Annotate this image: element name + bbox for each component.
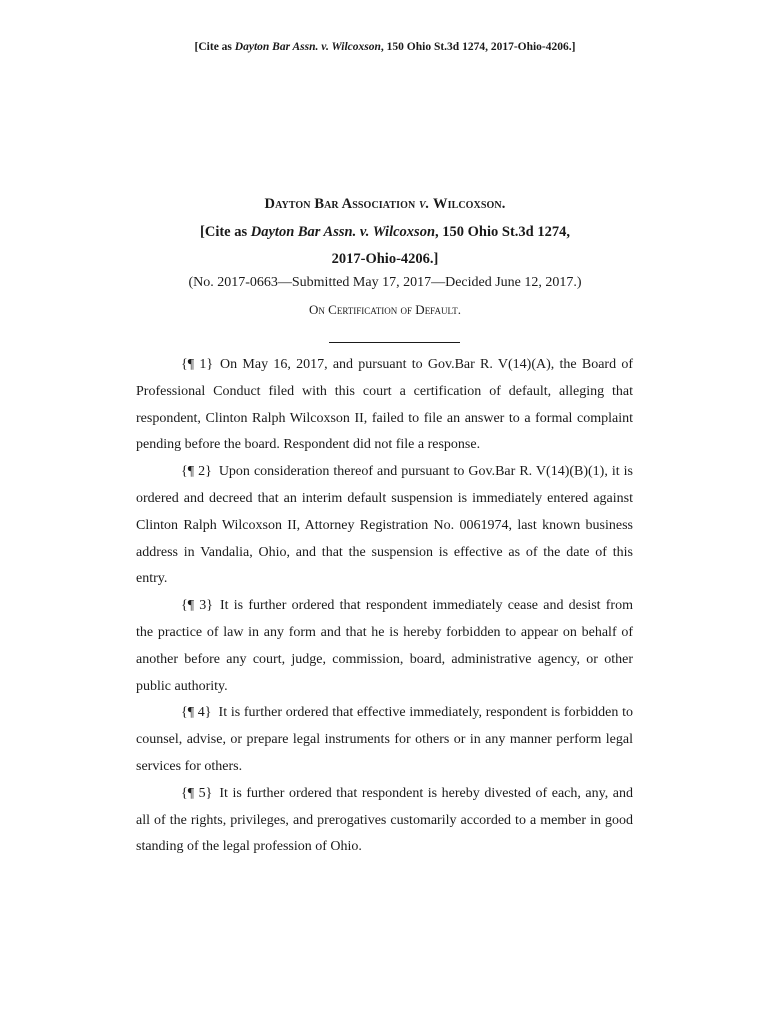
paragraph-mark: {¶ 4}: [181, 705, 212, 721]
section-divider: [329, 342, 460, 343]
paragraph-4: [136, 700, 633, 780]
paragraph-mark: {¶ 5}: [181, 785, 213, 801]
paragraph-5: [136, 781, 633, 861]
paragraph-mark: {¶ 1}: [181, 357, 214, 372]
paragraph-3: [136, 593, 633, 700]
paragraph-text: On May 16, 2017, and pursuant to Gov.Bar R. V(14)(A), the Board of Professional Conduct filed with this court a certification of default, alleging that respondent, Clinton Ralph Wilcoxson II, failed to file an answer to a formal complaint pending before the board. Respondent did not file a response.: [136, 357, 633, 453]
paragraph-text: It is further ordered that respondent is hereby divested of each, any, and all of the rights, privileges, and prerogatives customarily accorded to a member in good standing of the legal profession of Ohio.: [136, 785, 633, 855]
paragraph-mark: {¶ 2}: [181, 464, 212, 480]
paragraph-mark: {¶ 3}: [181, 598, 214, 614]
certification-heading: On Certification of Default.: [309, 302, 461, 317]
header-prefix: [Cite as: [194, 41, 235, 53]
paragraph-text: Upon consideration thereof and pursuant to Gov.Bar R. V(14)(B)(1), it is ordered and decreed that an interim default suspension is immediately entered against Clinton Ralph Wilcoxson II, Attorney Registration No. 0061974, last known business address in Vandalia, Ohio, and that the suspension is effective as of the date of this entry.: [136, 464, 633, 587]
opinion-body: [136, 352, 633, 861]
header-case-name: Dayton Bar Assn. v. Wilcoxson: [234, 41, 381, 53]
paragraph-text: It is further ordered that effective immediately, respondent is forbidden to counsel, advise, or prepare legal instruments for others or in any manner perform legal services for others.: [136, 705, 633, 774]
running-header: [0, 39, 770, 55]
caption-party-1: Dayton Bar Association: [264, 196, 416, 212]
paragraph-1: [136, 352, 633, 459]
citation-prefix: [Cite as: [200, 224, 251, 240]
caption-versus: v.: [419, 196, 430, 212]
docket-line: (No. 2017-0663—Submitted May 17, 2017—Decided June 12, 2017.): [188, 275, 582, 290]
citation-line-1: [0, 219, 770, 246]
citation-case-name: Dayton Bar Assn. v. Wilcoxson: [250, 224, 436, 240]
caption-party-2: Wilcoxson.: [433, 196, 506, 212]
paragraph-text: It is further ordered that respondent immediately cease and desist from the practice of law in any form and that he is hereby forbidden to appear on behalf of another before any court, judge, commission, board, administrative agency, or other public authority.: [136, 598, 633, 694]
citation-block: [0, 219, 770, 273]
header-suffix: , 150 Ohio St.3d 1274, 2017-Ohio-4206.]: [380, 41, 576, 53]
citation-line-2: 2017-Ohio-4206.]: [331, 251, 439, 267]
citation-suffix: , 150 Ohio St.3d 1274,: [435, 224, 570, 240]
case-caption: [0, 194, 770, 214]
paragraph-2: [136, 459, 633, 593]
